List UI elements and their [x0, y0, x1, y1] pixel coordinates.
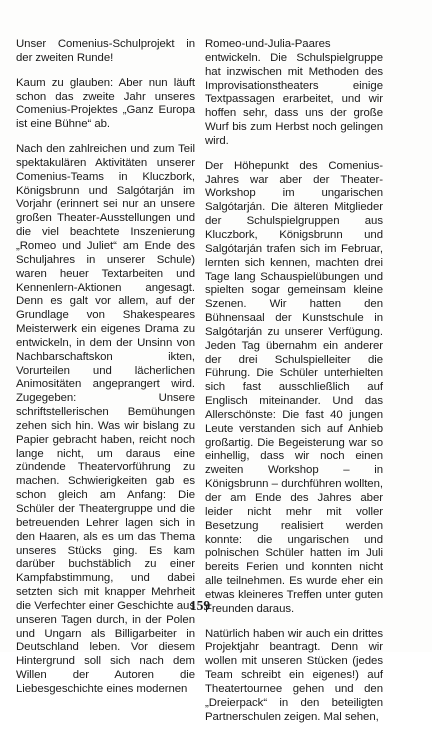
paragraph: Unser Comenius-Schulprojekt in der zweiten Runde! — [16, 38, 195, 64]
paragraph: Kaum zu glauben: Aber nun läuft schon das zweite Jahr unseres Comenius-Projektes „Ganz Europa ist eine Bühne“ ab. — [16, 76, 195, 131]
paragraph: Romeo-und-Julia-Paares entwickeln. Die Schulspielgruppe hat inzwischen mit Methoden des Improvisationstheaters einige Textpassagen erarbeitet, und wir hoffen sehr, dass uns der große Wurf bis zum Herbst noch gelingen wird. — [205, 38, 383, 147]
page-number: 159 — [189, 598, 211, 613]
right-text-column — [205, 38, 383, 736]
paragraph: Natürlich haben wir auch ein drittes Projektjahr beantragt. Denn wir wollen mit unseren Stücken (jedes Team schreibt ein eigenes!) auf Theatertournee gehen und den „Dreierpack“ in den beteiligten Partnerschulen zeigen. Mal sehen, — [205, 627, 383, 723]
paragraph: Nach den zahlreichen und zum Teil spektakulären Aktivitäten unserer Comenius-Teams in Kluczbork, Königsbrunn und Salgótarján im Vorjahr (erinnert sei nur an unsere großen Theater-Ausstellungen und die viel beachtete Inszenierung „Romeo und Juliet“ am Ende des Schuljahres in unserer Schule) waren heuer Textarbeiten und Kennenlern-Aktionen angesagt. Denn es galt vor allem, auf der Grundlage von Shakespeares Meisterwerk ein eigenes Drama zu entwickeln, in dem der Unsinn von Nachbarschaftskon ikten, Vorurteilen und lächerlichen Animositäten angeprangert wird. Zugegeben: Unsere schriftstellerischen Bemühungen zehen sich hin. Was wir bislang zu Papier gebracht haben, reicht noch lange nicht, um daraus eine zündende Theatervorführung zu machen. Schwierigkeiten gab es schon gleich am Anfang: Die Schüler der Theatergruppe und die betreuenden Lehrer lagen sich in den Haaren, als es um das Thema unseres Stücks ging. Es kam darüber buchstäblich zu einer Kampfabstimmung, und dabei setzten sich mit knapper Mehrheit die Verfechter einer Geschichte aus unseren Tagen durch, in der Polen und Ungarn als Billigarbeiter in Deutschland leben. Vor diesem Hintergrund soll sich nach dem Willen der Autoren die Liebesgeschichte eines modernen — [16, 143, 195, 695]
paragraph: Der Höhepunkt des Comenius-Jahres war aber der Theater-Workshop im ungarischen Salgótarján. Die älteren Mitglieder der Schulspielgruppen aus Kluczbork, Königsbrunn und Salgótarján trafen sich im Februar, lernten sich kennen, machten drei Tage lang Schauspielübungen und spielten sogar gemeinsam kleine Szenen. Wir hatten den Bühnensaal der Kunstschule in Salgótarján zu unserer Verfügung. Jeden Tag übernahm ein anderer der drei Schulspielleiter die Führung. Die Schüler unterhielten sich fast ausschließlich auf Englisch miteinander. Und das Allerschönste: Die fast 40 jungen Leute verstanden sich auf Anhieb großartig. Die Begeisterung war so einhellig, dass wir noch einen zweiten Workshop – in Königsbrunn – durchführen wollten, der am Ende des Jahres aber leider nicht mehr mit voller Besetzung realisiert werden konnte: die ungarischen und polnischen Schüler hatten im Juli bereits Ferien und konnten nicht alle teilnehmen. Es wurde eher ein etwas kleineres Treffen unter guten Freunden daraus. — [205, 159, 383, 615]
